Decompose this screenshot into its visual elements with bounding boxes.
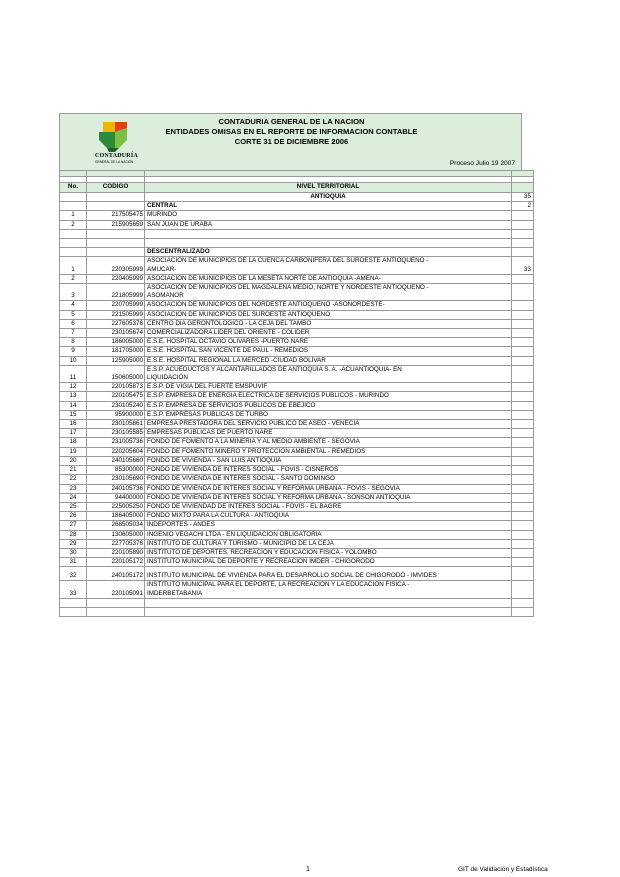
row-code: 220105172 <box>87 558 145 567</box>
row-code: 231005736 <box>87 438 145 447</box>
logo-subtitle: GENERAL DE LA NACIÓN <box>95 160 134 164</box>
row-number: 7 <box>60 329 87 338</box>
descentralizado-label: DESCENTRALIZADO <box>145 248 512 257</box>
descentralizado-row <box>60 248 534 257</box>
row-code: 125905000 <box>87 356 145 365</box>
row-code: 220105890 <box>87 548 145 557</box>
table-row <box>60 274 534 283</box>
descentralizado-count: 33 <box>512 257 534 274</box>
row-code: 227605376 <box>87 319 145 328</box>
row-entity-name <box>145 356 512 365</box>
entity-name-line: FONDO DE FOMENTO A LA MINERIA Y AL MEDIO AMBIENTE - SEGOVIA <box>147 438 360 446</box>
row-code: 240105736 <box>87 484 145 493</box>
row-code: 230105861 <box>87 420 145 429</box>
region-count: 35 <box>512 193 534 202</box>
entity-name-line: ASOCIACIÓN DE MUNICIPIOS DE LA MESETA NORTE DE ANTIOQUIA -AMENA- <box>147 274 381 282</box>
row-code: 230105240 <box>87 401 145 410</box>
entity-name-line: E.S.E. HOSPITAL REGIONAL LA MERCED -CIUDAD BOLÍVAR <box>147 356 326 364</box>
row-code: 186005000 <box>87 338 145 347</box>
table-row <box>60 548 534 557</box>
row-code: 230105674 <box>87 329 145 338</box>
row-code: 220405999 <box>87 274 145 283</box>
row-code: 220305999 <box>87 257 145 274</box>
row-code: 230105690 <box>87 475 145 484</box>
row-entity-name <box>145 347 512 356</box>
row-entity-name <box>145 284 512 301</box>
row-entity-name <box>145 401 512 410</box>
row-entity-name: SAN JUAN DE URABÁ <box>145 220 512 229</box>
row-entity-name <box>145 301 512 310</box>
row-code: 150605000 <box>87 365 145 382</box>
row-number: 21 <box>60 466 87 475</box>
row-entity-name <box>145 548 512 557</box>
table-row <box>60 365 534 382</box>
row-entity-name <box>145 456 512 465</box>
table-row <box>60 211 534 220</box>
row-number: 12 <box>60 383 87 392</box>
entity-name-line: AMUCAR- <box>147 265 177 273</box>
row-number: 23 <box>60 484 87 493</box>
row-number: 4 <box>60 301 87 310</box>
entity-name-line: ASOCIACIÓN DE MUNICIPIOS DEL MAGDALENA MEDIO, NORTE Y NORDESTE ANTIOQUEÑO - <box>147 284 429 292</box>
row-code: 221805999 <box>87 284 145 301</box>
row-number: 32 <box>60 567 87 581</box>
entity-name-line: E.S.P. EMPRESAS PÚBLICAS DE TURBO <box>147 410 268 418</box>
entity-name-line: INDEPORTES - ANDES <box>147 521 215 529</box>
report-title: CONTADURIA GENERAL DE LA NACION <box>218 117 365 126</box>
row-entity-name <box>145 567 512 581</box>
entity-name-line: FONDO DE VIVIENDA DE INTERES SOCIAL Y REFORMA URBANA - SONSON ANTIOQUIA <box>147 493 411 501</box>
row-code: 268505034 <box>87 521 145 530</box>
row-entity-name <box>145 502 512 511</box>
row-number: 24 <box>60 493 87 502</box>
table-row <box>60 558 534 567</box>
entity-name-line: FONDO MIXTO PARA LA CULTURA - ANTIOQUIA <box>147 512 290 520</box>
row-entity-name <box>145 338 512 347</box>
table-row <box>60 581 534 598</box>
row-entity-name <box>145 493 512 502</box>
row-entity-name <box>145 329 512 338</box>
table-row <box>60 521 534 530</box>
entity-name-line: INSTITUTO MUNICIPAL DE DEPORTE Y RECREACIÓN IMDER - CHIGORODÓ <box>147 558 375 566</box>
row-code: 220205604 <box>87 447 145 456</box>
row-entity-name <box>145 466 512 475</box>
entity-name-line: IMDERBETABANIA <box>147 589 203 597</box>
row-number: 2 <box>60 220 87 229</box>
row-entity-name <box>145 539 512 548</box>
row-number: 30 <box>60 548 87 557</box>
row-code: 220105873 <box>87 383 145 392</box>
entities-table <box>59 170 534 617</box>
row-code: 240105172 <box>87 567 145 581</box>
central-count: 2 <box>512 202 534 211</box>
table-row <box>60 383 534 392</box>
row-entity-name <box>145 530 512 539</box>
table-row <box>60 310 534 319</box>
entity-name-line: INGENIO VEGACHI LTDA - EN LIQUIDACIÓN OBLIGATORIA <box>147 530 322 538</box>
entity-name-line: INSTITUTO DE DEPORTES, RECREACIÓN Y EDUCACIÓN FÍSICA - YOLOMBÓ <box>147 548 377 556</box>
entity-name-line: EMPRESAS PÚBLICAS DE PUERTO NARE <box>147 429 273 437</box>
logo-wordmark: CONTADURÍA <box>95 153 138 159</box>
table-row <box>60 356 534 365</box>
row-number: 16 <box>60 420 87 429</box>
entity-name-line: E.S.P. EMPRESA DE ENERGIA ELECTRICA DE SERVICIOS PUBLICOS - MURINDO <box>147 392 389 400</box>
entity-name-line: LIQUIDACIÓN <box>147 374 188 382</box>
table-row <box>60 410 534 419</box>
table-row <box>60 466 534 475</box>
footer-department: GIT de Validación y Estadística <box>458 866 548 873</box>
row-entity-name <box>145 484 512 493</box>
row-number: 31 <box>60 558 87 567</box>
row-number: 3 <box>60 284 87 301</box>
table-row <box>60 338 534 347</box>
row-code: 130605000 <box>87 530 145 539</box>
entity-name-line: FONDO DE VIVIENDA - SAN LUIS ANTIOQUIA <box>147 456 282 464</box>
row-number: 2 <box>60 274 87 283</box>
row-entity-name <box>145 512 512 521</box>
row-entity-name <box>145 475 512 484</box>
row-entity-name <box>145 365 512 382</box>
row-code: 186405000 <box>87 512 145 521</box>
column-header-codigo: CODIGO <box>87 183 145 193</box>
row-number: 13 <box>60 392 87 401</box>
row-code: 220705999 <box>87 301 145 310</box>
blank-row <box>60 239 534 248</box>
table-row <box>60 484 534 493</box>
row-code: 217505475 <box>87 211 145 220</box>
row-code: 221505999 <box>87 310 145 319</box>
table-row <box>60 220 534 229</box>
region-name: ANTIOQUIA <box>145 193 512 202</box>
row-number: 8 <box>60 338 87 347</box>
report-cutoff-date: CORTE 31 DE DICIEMBRE 2006 <box>234 137 349 146</box>
row-code: 240105660 <box>87 456 145 465</box>
table-row <box>60 502 534 511</box>
entity-name-line: INSTITUTO MUNICIPAL DE VIVIENDA PARA EL DESARROLLO SOCIAL DE CHIGORODÓ - IMVIDES <box>147 572 437 580</box>
row-number: 1 <box>60 257 87 274</box>
row-entity-name: MURINDÓ <box>145 211 512 220</box>
row-entity-name <box>145 438 512 447</box>
row-number: 28 <box>60 530 87 539</box>
entity-name-line: INSTITUTO MUNICIPAL PARA EL DEPORTE, LA RECREACION Y LA EDUCACIÓN FISICA - <box>147 581 410 589</box>
row-number: 5 <box>60 310 87 319</box>
report-sheet <box>59 113 531 617</box>
table-row <box>60 493 534 502</box>
row-entity-name <box>145 429 512 438</box>
row-number: 29 <box>60 539 87 548</box>
row-number: 20 <box>60 456 87 465</box>
row-number: 15 <box>60 410 87 419</box>
row-number: 19 <box>60 447 87 456</box>
table-row <box>60 429 534 438</box>
row-code: 95900000 <box>87 410 145 419</box>
table-row <box>60 456 534 465</box>
row-code: 225005250 <box>87 502 145 511</box>
entity-name-line: FONDO DE FOMENTO MINERO Y PROTECCION AMBIENTAL - REMEDIOS <box>147 447 366 455</box>
row-entity-name <box>145 581 512 598</box>
entity-name-line: ASOCIACIÓN DE MUNICIPIOS DEL NORDESTE ANTIOQUEÑO -ASONORDESTE- <box>147 301 385 309</box>
table-row <box>60 420 534 429</box>
row-number: 14 <box>60 401 87 410</box>
row-entity-name <box>145 274 512 283</box>
row-code: 85300000 <box>87 466 145 475</box>
row-number: 25 <box>60 502 87 511</box>
blank-row <box>60 598 534 607</box>
row-number: 18 <box>60 438 87 447</box>
entity-name-line: E.S.P. DE VIGIA DEL FUERTE EMSPUVIF <box>147 383 268 391</box>
row-entity-name <box>145 257 512 274</box>
region-row <box>60 193 534 202</box>
row-entity-name <box>145 447 512 456</box>
row-code: 215905659 <box>87 220 145 229</box>
table-row <box>60 438 534 447</box>
row-code: 94400000 <box>87 493 145 502</box>
entity-name-line: FONDO DE VIVIENDA DE INTERES SOCIAL - FOVIS - CISNEROS <box>147 466 339 474</box>
entity-name-line: COMERCIALIZADORA LÍDER DEL ORIENTE - COLIDER <box>147 329 310 337</box>
entity-name-line: FONDO DE VIVIENDAD DE INTERES SOCIAL - FOVIS - EL BAGRE <box>147 502 342 510</box>
entity-name-line: INSTITUTO DE CULTURA Y TURISMO - MUNICIPIO DE LA CEJA <box>147 539 334 547</box>
page-number: 1 <box>306 866 310 873</box>
row-entity-name <box>145 392 512 401</box>
column-header-nivel: NIVEL TERRITORIAL <box>145 183 512 193</box>
table-row <box>60 347 534 356</box>
row-entity-name <box>145 558 512 567</box>
row-number: 10 <box>60 356 87 365</box>
row-number: 11 <box>60 365 87 382</box>
table-row <box>60 257 534 274</box>
entity-name-line: EMPRESA PRESTADORA DEL SERVICIO PÚBLICO DE ASEO - VENECIA <box>147 420 360 428</box>
table-row <box>60 319 534 328</box>
row-number: 9 <box>60 347 87 356</box>
table-row <box>60 392 534 401</box>
table-row <box>60 401 534 410</box>
row-number: 22 <box>60 475 87 484</box>
row-number: 1 <box>60 211 87 220</box>
table-row <box>60 475 534 484</box>
row-entity-name <box>145 410 512 419</box>
row-code: 227705376 <box>87 539 145 548</box>
table-row <box>60 567 534 581</box>
entity-name-line: FONDO DE VIVIENDA DE INTERES SOCIAL Y REFORMA URBANA - FOVIS - SEGOVIA <box>147 484 400 492</box>
entity-name-line: E.S.P. EMPRESA DE SERVICIOS PÚBLICOS DE EBEJICO <box>147 401 316 409</box>
row-entity-name <box>145 310 512 319</box>
table-row <box>60 301 534 310</box>
entity-name-line: ASOCIACIÓN DE MUNICIPIOS DE LA CUENCA CARBONIFERA DEL SUROESTE ANTIOQUEÑO - <box>147 257 429 265</box>
column-header-no: No. <box>60 183 87 193</box>
entity-name-line: FONDO DE VIVIENDA DE INTERES SOCIAL - SANTO DOMINGO <box>147 475 335 483</box>
row-entity-name <box>145 521 512 530</box>
entity-name-line: ASOCIACIÓN DE MUNICIPIOS DEL SUROESTE ANTIOQUEÑO <box>147 310 331 318</box>
blank-row <box>60 607 534 616</box>
table-row <box>60 447 534 456</box>
row-code: 181705000 <box>87 347 145 356</box>
entity-name-line: CENTRO DIA GERONTOLÓGICO - LA CEJA DEL TAMBO <box>147 319 312 327</box>
table-row <box>60 539 534 548</box>
process-date: Proceso Julio 19 2007 <box>449 160 515 167</box>
row-number: 17 <box>60 429 87 438</box>
row-code: 220105091 <box>87 581 145 598</box>
row-entity-name <box>145 420 512 429</box>
blank-row <box>60 229 534 238</box>
row-number: 6 <box>60 319 87 328</box>
row-code: 220105475 <box>87 392 145 401</box>
row-entity-name <box>145 383 512 392</box>
column-header-row <box>60 183 534 193</box>
row-number: 33 <box>60 581 87 598</box>
central-label: CENTRAL <box>145 202 512 211</box>
row-number: 27 <box>60 521 87 530</box>
table-row <box>60 530 534 539</box>
entity-name-line: E.S.E. HOSPITAL OCTAVIO OLIVARES -PUERTO NARE <box>147 338 309 346</box>
entity-name-line: E.S.E. HOSPITAL SAN VICENTE DE PAUL - REMEDIOS <box>147 347 308 355</box>
report-subtitle: ENTIDADES OMISAS EN EL REPORTE DE INFORMACION CONTABLE <box>165 127 418 136</box>
row-code: 230105585 <box>87 429 145 438</box>
row-number: 26 <box>60 512 87 521</box>
row-entity-name <box>145 319 512 328</box>
table-row <box>60 329 534 338</box>
entity-name-line: E.S.P. ACUEDUCTOS Y ALCANTARILLADOS DE ANTIOQUIA S. A. -ACUANTIOQUIA- EN <box>147 365 402 373</box>
table-row <box>60 512 534 521</box>
table-row <box>60 284 534 301</box>
central-row <box>60 202 534 211</box>
report-header <box>59 113 522 170</box>
entity-name-line: ASOMANOR <box>147 292 184 300</box>
